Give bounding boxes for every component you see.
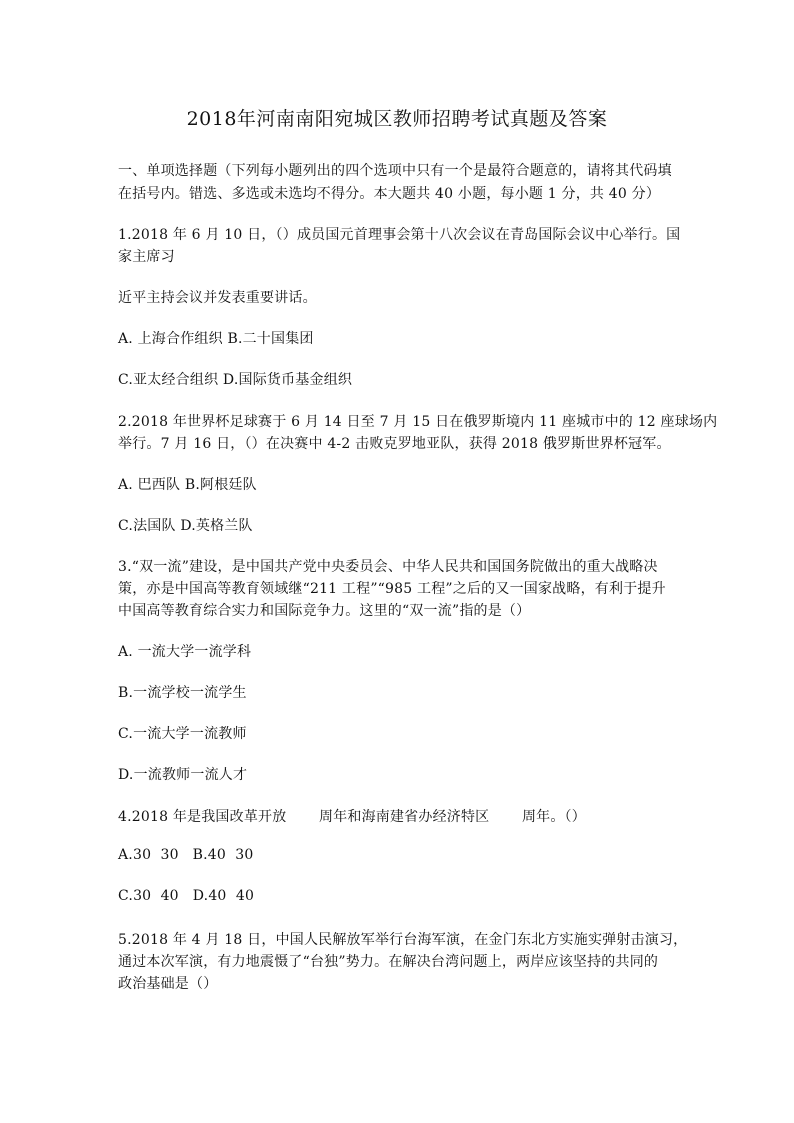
q2-options-ab: A. 巴西队 B.阿根廷队 (118, 477, 257, 493)
section-heading-line-2: 在括号内。错选、多选或未选均不得分。本大题共 40 小题，每小题 1 分，共 40 分） (118, 186, 661, 202)
q1-stem-continuation: 近平主持会议并发表重要讲话。 (118, 290, 317, 306)
q3-option-d: D.一流教师一流人才 (118, 767, 248, 783)
q2-stem-line-2: 举行。7 月 16 日，（）在决赛中 4-2 击败克罗地亚队，获得 2018 俄罗斯世界杯冠军。 (118, 436, 671, 452)
q2-stem-line-1: 2.2018 年世界杯足球赛于 6 月 14 日至 7 月 15 日在俄罗斯境内 11 座城市中的 12 座球场内 (118, 414, 718, 430)
q4-stem: 4.2018 年是我国改革开放 周年和海南建省办经济特区 周年。（） (118, 809, 586, 825)
q3-option-c: C.一流大学一流教师 (118, 726, 247, 742)
q3-stem-line-3: 中国高等教育综合实力和国际竞争力。这里的“双一流”指的是（） (118, 603, 531, 619)
q3-stem-line-1: 3.“双一流”建设，是中国共产党中央委员会、中华人民共和国国务院做出的重大战略决 (118, 559, 658, 575)
q5-stem-line-2: 通过本次军演，有力地震慑了“台独”势力。在解决台湾问题上，两岸应该坚持的共同的 (118, 954, 659, 970)
q3-option-b: B.一流学校一流学生 (118, 685, 247, 701)
q1-options-cd: C.亚太经合组织 D.国际货币基金组织 (118, 372, 353, 388)
q1-stem-line-2: 家主席习 (118, 249, 175, 265)
q3-stem-line-2: 策，亦是中国高等教育领域继“211 工程”“985 工程”之后的又一国家战略，有利于提升 (118, 581, 666, 597)
q2-options-cd: C.法国队 D.英格兰队 (118, 518, 253, 534)
section-heading-line-1: 一、单项选择题（下列每小题列出的四个选项中只有一个是最符合题意的，请将其代码填 (118, 163, 672, 179)
q5-stem-line-1: 5.2018 年 4 月 18 日，中国人民解放军举行台海军演，在金门东北方实施实弹射击演习， (118, 932, 688, 948)
document-title: 2018年河南南阳宛城区教师招聘考试真题及答案 (186, 108, 608, 130)
q3-option-a: A. 一流大学一流学科 (118, 644, 252, 660)
q1-options-ab: A. 上海合作组织 B.二十国集团 (118, 331, 314, 347)
q4-options-cd: C.30 40 D.40 40 (118, 888, 255, 904)
q5-stem-line-3: 政治基础是（） (118, 976, 218, 992)
q1-stem-line-1: 1.2018 年 6 月 10 日，（）成员国元首理事会第十八次会议在青岛国际会议中心举行。国 (118, 227, 681, 243)
q4-options-ab: A.30 30 B.40 30 (118, 847, 254, 863)
